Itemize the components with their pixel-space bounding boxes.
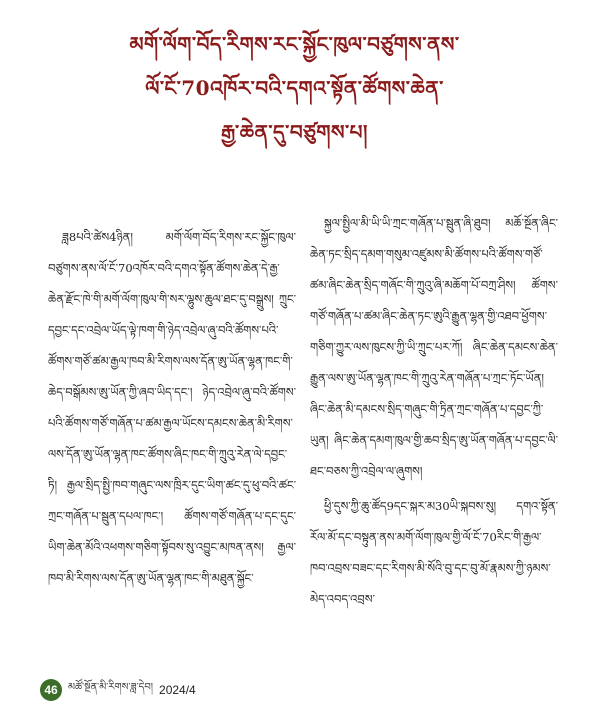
body-paragraph: ཕྱི་དུས་ཀྱི་ཆུ་ཚོད9དང་སྐར་མ30ཡི་སྐབས་སུ། དགའ་སྟོན་རོལ་མོ་དང་བསྟུན་ནས་མགོ་ལོག་ཁུལ་གྱི་ལོ་ངོ་70རིང་གི་རྒྱལ་ཁབ་འབྲས་བཟང་དང་རིགས་མི་སོའི་བུ་དང་བུ་མོ་རྣམས་ཀྱི་ཉམས་མེད་འབད་འབྲས་ (310, 499, 558, 606)
title-line-1: མགོ་ལོག་བོད་རིགས་རང་སྐྱོང་ཁུལ་བཙུགས་ནས་ (129, 32, 460, 56)
page-footer (40, 676, 196, 704)
page-number: 46 (40, 679, 62, 701)
issue-number: 2024/4 (159, 683, 196, 697)
body-paragraph: ཟླ8པའི་ཚེས4ཉིན། མགོ་ལོག་བོད་རིགས་རང་སྐྱོང་ཁུལ་བཙུགས་ནས་ལོ་ངོ་70འཁོར་བའི་དགའ་སྟོན་ཚོགས་ཆེན་དེ་རྒྱ་ཆེན་རྫོང་ཁེ་གི་མགོ་ལོག་ཁུལ་གི་སར་ལྷུས་ཆུལ་ཐང་དུ་བསྒྲུས། ཀྲུང་དབྱང་དང་འབྲེལ་ཡོད་ལྟེ་ཁག་གི་ཉེད་འབྲེལ་ཞུ་བའི་ཚོགས་པའི་ཚོགས་གཙོ་ཚམ་རྒྱལ་ཁབ་མི་རིགས་ལས་དོན་ཨུ་ཡོན་ལྷན་ཁང་གི་ཆེད་བསྒོམས་ཨུ་ཡོན་ཀྱི་ཞབ་ཡིད་དང་། ཉེད་འབྲེལ་ཞུ་བའི་ཚོགས་པའི་ཚོགས་གཙོ་གཞོན་པ་ཚམ་རྒྱལ་ཡོངས་དམངས་ཆེན་མི་རིགས་ལས་དོན་ཨུ་ཡོན་ལྷན་ཁང་ཚོགས་ཞིང་ཁང་གི་ཀྲུའུ་རེན་ལེ་དབྱང་ཏི། རྒྱལ་སྲིད་སྤྱི་ཁབ་གཞུང་ལས་ཁྲིར་དུང་ཡིག་ཚང་དུ་ཕུ་བའི་ཚང་ཀྲང་གཞོན་པ་སྦུན་དཔལ་ཁང་། ཚོགས་གཙོ་གཞོན་པ་དང་དུང་ཡིག་ཆེན་མོའི་འཕགས་གཅིག་སྟོབས་སུ་འབྱུང་མཁན་ནས། རྒྱལ་ཁབ་མི་རིགས་ལས་དོན་ཨུ་ཡོན་ལྷན་ཁང་གི་མཐུན་སྐྱོང་ (48, 230, 296, 585)
right-column (310, 208, 558, 619)
title-line-2: ལོ་ངོ་70འཁོར་བའི་དགའ་སྟོན་ཚོགས་ཆེན་ (145, 76, 444, 100)
article-title (30, 22, 559, 154)
body-paragraph: སྐྱལ་སྤྱིལ་མི་ཡི་ཡི་ཀྲང་གཞོན་པ་སྦུན་ཞི་ཐུབ། མཆོ་སྔོན་ཞིང་ཆེན་ཏང་སྲིད་དམག་གསུམ་འཛུམས་མི་ཚོགས་པའི་ཚོགས་གཙོ་ཚམ་ཞིང་ཆེན་སྲིད་གཞོང་གི་ཀྲུའུ་ཞི་མཆོག་པོ་བཀྲ་ཤིས། ཚོགས་གཙོ་གཞོན་པ་ཚམ་ཞིང་ཆེན་ཏང་ཨུའི་རྒྱུན་ལྷན་གྱི་འཐབ་ཕྱོགས་གཅིག་ཀྱུར་ལས་ཁུངས་ཀྱི་ཡི་ཀྲུང་པར་ཀོ། ཞིང་ཆེན་དམངས་ཆེན་རྒྱུན་ལས་ཨུ་ཡོན་ལྷན་ཁང་གི་ཀྲུའུ་རེན་གཞོན་པ་ཀྲང་ཏོང་ཡོན། ཞིང་ཆེན་མི་དམངས་སྲིད་གཞུང་གི་ཏྲིན་ཀྲང་གཞོན་པ་དབྱང་ཀྱི་ཡུན། ཞིང་ཆེན་དམག་ཁུལ་གྱི་ཆབ་སྲིད་ཨུ་ཡོན་གཞོན་པ་དབྱང་ལི་ཐང་བཅས་ཀྱི་འབྲེལ་ལ་ཞུགས། (310, 216, 558, 478)
left-column (48, 222, 296, 598)
magazine-name: མཚོ་སྔོན་མི་རིགས་ཟླ་དེབ། (68, 682, 154, 693)
title-line-3: རྒྱ་ཆེན་དུ་བཙུགས་པ། (221, 120, 368, 144)
